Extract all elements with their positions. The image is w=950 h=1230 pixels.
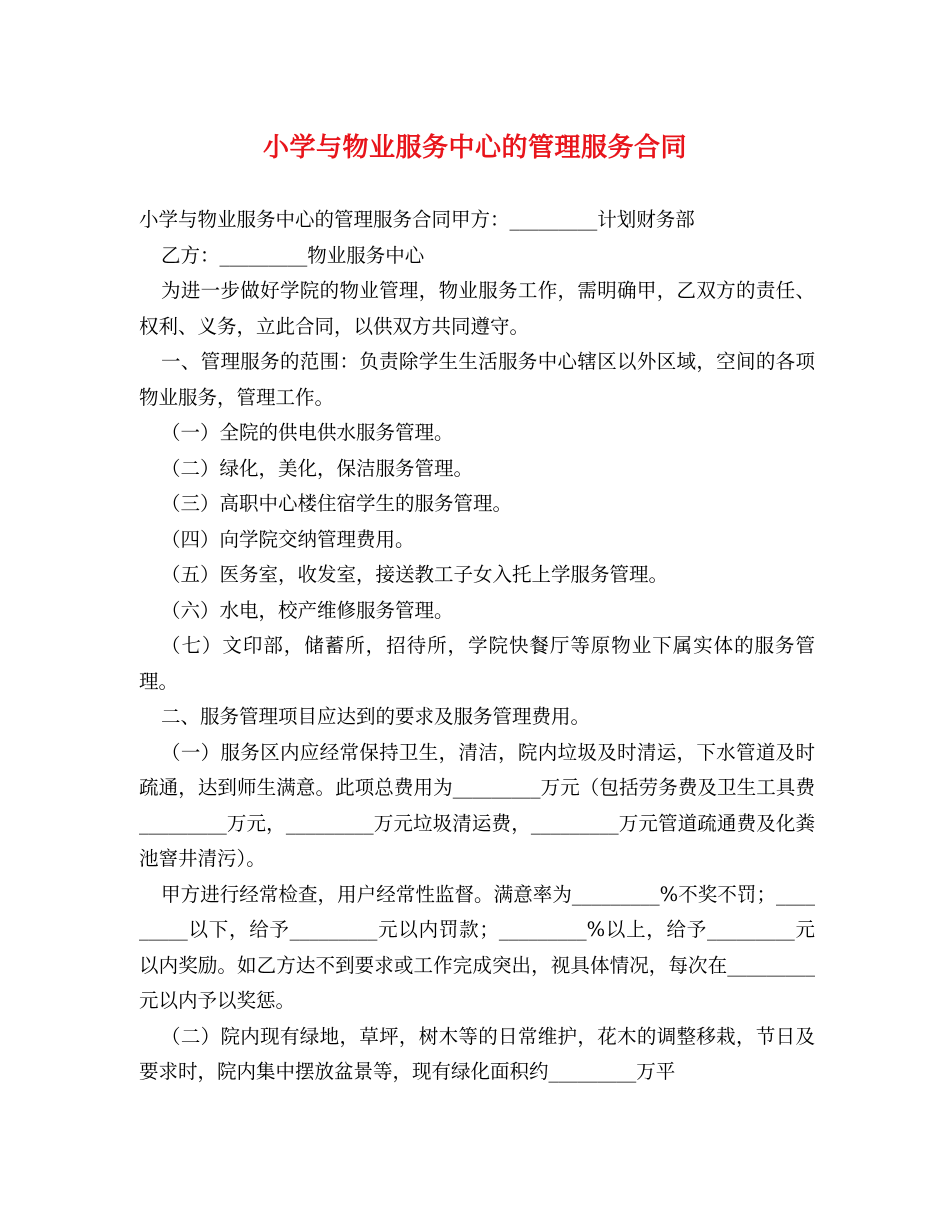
- preamble-paragraph: 为进一步做好学院的物业管理，物业服务工作，需明确甲，乙双方的责任、权利、义务，立此合同，以供双方共同遵守。: [139, 279, 815, 338]
- section-1-heading: 一、管理服务的范围：负责除学生生活服务中心辖区以外区域，空间的各项物业服务，管理工作。: [139, 350, 815, 409]
- inspection-clause: 甲方进行经常检查，用户经常性监督。满意率为_________%不奖不罚；_________以下，给予_________元以内罚款；_________%以上，给予_________元以内奖励。如乙方达不到要求或工作完成突出，视具体情况，每次在_________元以内予以奖惩。: [139, 882, 815, 1012]
- sanitation-clause: （一）服务区内应经常保持卫生，清洁，院内垃圾及时清运，下水管道及时疏通，达到师生满意。此项总费用为_________万元（包括劳务费及卫生工具费_________万元，_________万元垃圾清运费，_________万元管道疏通费及化粪池窨井清污）。: [139, 740, 815, 870]
- list-item: （五）医务室，收发室，接送教工子女入托上学服务管理。: [161, 563, 669, 586]
- list-item: （一）全院的供电供水服务管理。: [161, 421, 454, 444]
- greening-clause: （二）院内现有绿地，草坪，树木等的日常维护，花木的调整移栽，节日及要求时，院内集中摆放盆景等，现有绿化面积约_________万平: [139, 1024, 815, 1083]
- list-item: （六）水电，校产维修服务管理。: [161, 598, 454, 622]
- section-2-heading: 二、服务管理项目应达到的要求及服务管理费用。: [161, 705, 591, 728]
- party-b-line: 乙方：_________物业服务中心: [161, 243, 425, 267]
- opening-party-a: 小学与物业服务中心的管理服务合同甲方：_________计划财务部: [139, 208, 695, 231]
- list-item: （四）向学院交纳管理费用。: [161, 527, 415, 551]
- list-item: （七）文印部，储蓄所，招待所，学院快餐厅等原物业下属实体的服务管理。: [139, 634, 815, 693]
- document-body: [139, 202, 815, 1090]
- list-item: （二）绿化，美化，保洁服务管理。: [161, 456, 474, 480]
- document-title: 小学与物业服务中心的管理服务合同: [262, 133, 687, 163]
- list-item: （三）高职中心楼住宿学生的服务管理。: [161, 492, 513, 515]
